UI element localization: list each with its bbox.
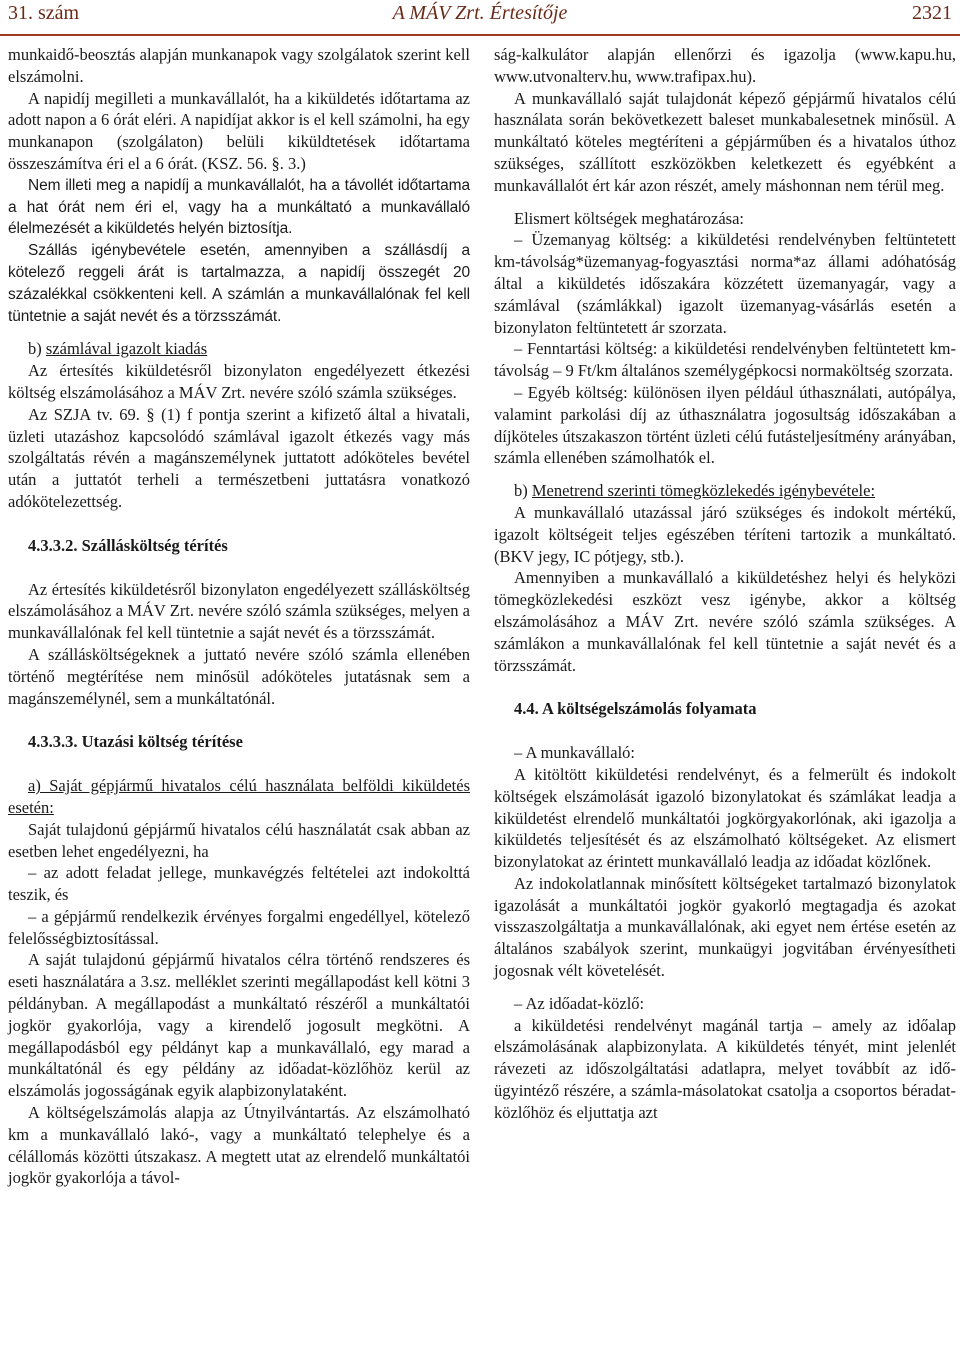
- heading-text: Menetrend szerinti tömegközlekedés igénybevétele:: [531, 481, 876, 501]
- paragraph: Elismert költségek meghatározása:: [514, 208, 745, 228]
- heading-prefix: b): [28, 339, 46, 359]
- section-heading-b: [494, 480, 956, 502]
- paragraph: Nem illeti meg a napidíj a munkavállalót, ha a távollét időtartama a hat órát nem éri el, vagy ha a munkáltató a munkavállaló élelmezését a kiküldetés helyén biztosítja.: [8, 176, 470, 238]
- paragraph: A költségelszámolás alapja az Útnyilvántartás. Az elszámolható km a munkavállaló lakó-, vagy a munkáltató telephelye és a célállomás közötti útszakasz. A megtett utat az elrendelő munkáltatói jogkör gyakorlója a távol-: [8, 1103, 470, 1188]
- paragraph: Az értesítés kiküldetésről bizonylaton engedélyezett szállásköltség elszámolásához a MÁV Zrt. nevére szóló számla szükséges, melyen a munkavállalónak fel kell tüntetnie a saját nevét és a törzsszámát.: [8, 579, 470, 643]
- paragraph: ság-kalkulátor alapján ellenőrzi és igazolja (www.kapu.hu, www.utvonalterv.hu, www.trafipax.hu).: [494, 45, 956, 86]
- paragraph: A saját tulajdonú gépjármű hivatalos célra történő rendszeres és eseti használatára a 3.sz. melléklet szerinti megállapodást kell kötni 3 példányban. A megállapodást a munkáltató részéről a munkáltatói jogkör gyakorlója, vagy a kirendelő jogosult megkötni. A megállapodásból egy példányt kap a munkavállaló, egy marad a munkáltatónál és egy példány az időadat-közlőhöz kerül az elszámolás jogosságának egyik alapbizonylataként.: [8, 950, 470, 1101]
- paragraph: Az indokolatlannak minősített költségeket tartalmazó bizonylatok igazolását a munkáltatói jogkör gyakorló megtagadja és azokat visszaszolgáltatja a munkavállalónak, aki egyet nem értése esetén az általános szabályok szerint, munkaügyi jogvitában érvényesítheti jogosnak vélt követelését.: [494, 873, 956, 981]
- paragraph: A kitöltött kiküldetési rendelvényt, és a felmerült és indokolt költségek elszámolását igazoló bizonylatokat és számlákat leadja a kiküldetést elrendelő munkáltatói jogkörgyakorlónak, aki igazolja a kiküldetés teljesítését és az elszámolható költségeket. Az elismert bizonylatokat az érintett munkavállaló leadja az időadat közlőnek.: [494, 764, 956, 872]
- issue-number: 31. szám: [8, 2, 80, 24]
- section-heading-b: [8, 338, 470, 360]
- role-heading: – A munkavállaló:: [514, 743, 635, 763]
- paragraph: Szállás igénybevétele esetén, amennyiben a szállásdíj a kötelező reggeli árát is tartalmazza, a napidíj összegét 20 százalékkal csökkenteni kell. A számlán a munkavállalónak fel kell tüntetnie a saját nevét és a törzsszámát.: [8, 242, 470, 325]
- dash-item: – Egyéb költség: különösen ilyen például úthasználati, autópálya, valamint parkolási díj az úthasználatra jogosultság időszakában a díjköteles útszakaszon történt üzleti célú futásteljesítmény arányában, számla ellenében számolhatók el.: [494, 382, 956, 468]
- dash-item: – az adott feladat jellege, munkavégzés feltételei azt indokolttá teszik, és: [8, 863, 470, 905]
- dash-item: – Üzemanyag költség: a kiküldetési rendelvényben feltüntetett km-távolság*üzemanyag-fogyasztási norma*az állami adóhatóság által a kiküldetés időszakára közzétett üzemanyagár, vagy a számlával (számlákkal) igazolt üzemanyag-vásárlás esetén a bizonylaton feltüntetett ár szorzata.: [494, 230, 956, 337]
- paragraph: Az SZJA tv. 69. § (1) f pontja szerint a kifizető által a hivatali, üzleti utazáshoz kapcsolódó számlával igazolt étkezés vagy más szolgáltatás révén a magánszemélynek juttatott adóköteles bevétel után a juttatót terheli a természetbeni juttatásra vonatkozó adókötelezettség.: [8, 404, 470, 511]
- paragraph: A napidíj megilleti a munkavállalót, ha a kiküldetés időtartama az adott napon a 6 órát eléri. A napidíjat akkor is el kell számolni, ha egy munkanapon (szolgálaton) belüli kiküldtetések időtartama összeszámítva éri el a 6 órát. (KSZ. 56. §. 3.): [8, 88, 470, 173]
- dash-item: – a gépjármű rendelkezik érvényes forgalmi engedéllyel, kötelező felelősségbiztosítással.: [8, 906, 470, 948]
- paragraph: a kiküldetési rendelvényt magánál tartja – amely az időalap elszámolásának alapbizonylata. A kiküldetés tényét, mint jelenlét rávezeti az időszolgáltatási adatlapra, melyet továbbít az idő-ügyintéző részére, a számla-másolatokat csatolja a csoportos béradat-közlőhöz és eljuttatja azt: [494, 1015, 956, 1122]
- paragraph: munkaidő-beosztás alapján munkanapok vagy szolgálatok szerint kell elszámolni.: [8, 45, 470, 86]
- section-heading: 4.4. A költségelszámolás folyamata: [514, 699, 757, 719]
- paragraph: Saját tulajdonú gépjármű hivatalos célú használatát csak abban az esetben lehet engedélyezni, ha: [8, 819, 470, 861]
- section-heading: 4.3.3.2. Szállásköltség térítés: [28, 535, 228, 555]
- header-rule: [0, 34, 960, 36]
- page-number: 2321: [912, 2, 952, 24]
- heading-text: számlával igazolt kiadás: [45, 339, 208, 359]
- heading-prefix: b): [514, 481, 532, 501]
- paragraph: A munkavállaló saját tulajdonát képező gépjármű hivatalos célú használata során bekövetkezett baleset munkabalesetnek minősül. A munkáltató köteles megtéríteni a gépjárműben és a hivatalos úthoz szükséges, szállított eszközökben keletkezett és egyébként a munkavállalót ért kár azon részét, amely máshonnan nem térül meg.: [494, 88, 956, 195]
- paragraph: Amennyiben a munkavállaló a kiküldetéshez helyi és helyközi tömegközlekedési eszközt vesz igénybe, akkor a költség elszámolásához a MÁV Zrt. nevére szóló számla szükséges. A számlákon a munkavállalónak fel kell tüntetnie a saját nevét és a törzsszámát.: [494, 568, 956, 675]
- paragraph: A munkavállaló utazással járó szükséges és indokolt mértékű, igazolt költségeit teljes egészében téríteni tartozik a munkáltató. (BKV jegy, IC pótjegy, stb.).: [494, 502, 956, 566]
- page-header: [8, 2, 952, 32]
- dash-item: – Fenntartási költség: a kiküldetési rendelvényben feltüntetett km-távolság – 9 Ft/km általános személygépkocsi normaköltség szorzata.: [494, 339, 956, 381]
- paragraph: A szállásköltségeknek a juttató nevére szóló számla ellenében történő megtérítése nem minősül adóköteles jutatásnak sem a magánszemélynél, sem a munkáltatónál.: [8, 644, 470, 708]
- right-column: [494, 44, 956, 1124]
- left-column: [8, 44, 470, 1189]
- journal-title: A MÁV Zrt. Értesítője: [392, 2, 568, 24]
- section-heading: 4.3.3.3. Utazási költség térítése: [28, 732, 243, 752]
- subsection-heading: a) Saját gépjármű hivatalos célú használata belföldi kiküldetés esetén:: [8, 776, 470, 817]
- paragraph: Az értesítés kiküldetésről bizonylaton engedélyezett étkezési költség elszámolásához a MÁV Zrt. nevére szóló számla szükséges.: [8, 361, 470, 402]
- role-heading: – Az időadat-közlő:: [514, 993, 645, 1013]
